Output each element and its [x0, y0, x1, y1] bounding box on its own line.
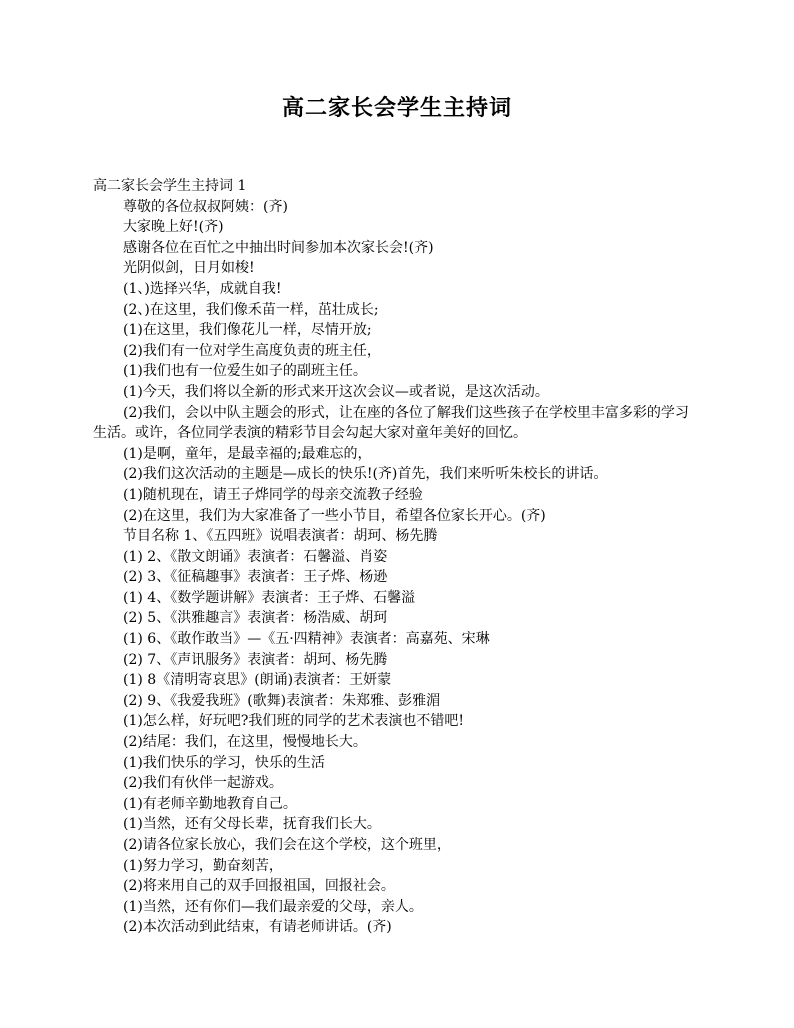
text-line: (2)将来用自己的双手回报祖国，回报社会。 [123, 878, 395, 895]
text-line: (1)随机现在，请王子烨同学的母亲交流教子经验 [123, 486, 423, 503]
text-line: (1)我们也有一位爱生如子的副班主任。 [123, 363, 367, 380]
program-item: (1) 2、《散文朗诵》表演者：石馨溢、肖姿 [123, 548, 388, 565]
program-item: (2) 5、《洪雅趣言》表演者：杨浩威、胡珂 [123, 610, 388, 627]
document-body [93, 176, 693, 938]
text-line: 大家晚上好!(齐) [123, 219, 224, 236]
text-line: (2、)在这里，我们像禾苗一样，茁壮成长; [123, 301, 379, 318]
program-item: (1) 8《清明寄哀思》(朗诵)表演者：王妍蒙 [123, 672, 392, 689]
program-item: (2) 3、《征稿趣事》表演者：王子烨、杨逊 [123, 569, 388, 586]
text-line: (2)在这里，我们为大家准备了一些小节目，希望各位家长开心。(齐) [123, 507, 546, 524]
text-line: (1)我们快乐的学习，快乐的生活 [123, 754, 325, 771]
program-item: (1) 4、《数学题讲解》表演者：王子烨、石馨溢 [123, 589, 416, 606]
text-line: (2)我们这次活动的主题是—成长的快乐!(齐)首先，我们来听听朱校长的讲话。 [123, 466, 608, 483]
document-title: 高二家长会学生主持词 [281, 95, 512, 121]
section-heading: 高二家长会学生主持词 1 [93, 178, 247, 194]
text-line: (1)当然，还有父母长辈，抚育我们长大。 [123, 816, 381, 833]
text-line: (2)结尾：我们，在这里，慢慢地长大。 [123, 734, 367, 751]
text-line: (1)在这里，我们像花儿一样，尽情开放; [123, 322, 372, 339]
program-item: (1) 6、《敢作敢当》—《五·四精神》表演者：高嘉苑、宋琳 [123, 631, 490, 648]
text-line: (1)当然，还有你们—我们最亲爱的父母，亲人。 [123, 898, 423, 915]
text-line: (1)有老师辛勤地教育自己。 [123, 795, 297, 812]
text-line: (1、)选择兴华，成就自我! [123, 280, 282, 297]
text-line: (2)本次活动到此结束，有请老师讲话。(齐) [123, 919, 392, 936]
text-line: (1)努力学习，勤奋刻苦， [123, 857, 283, 874]
text-line: (1)怎么样，好玩吧?我们班的同学的艺术表演也不错吧! [123, 713, 464, 730]
text-line: (2)请各位家长放心，我们会在这个学校，这个班里， [123, 837, 451, 853]
text-line: (2)我们有一位对学生高度负责的班主任， [123, 342, 381, 359]
text-line: (1)是啊，童年，是最幸福的;最难忘的， [123, 445, 372, 462]
text-line: 尊敬的各位叔叔阿姨：(齐) [123, 198, 288, 215]
text-line: (1)今天，我们将以全新的形式来开这次会议—或者说，是这次活动。 [123, 383, 549, 400]
program-item: (2) 7、《声讯服务》表演者：胡珂、杨先腾 [123, 651, 388, 668]
text-paragraph: (2)我们，会以中队主题会的形式，让在座的各位了解我们这些孩子在学校里丰富多彩的学习生活。或许，各位同学表演的精彩节目会勾起大家对童年美好的回忆。 [93, 404, 689, 442]
program-item: (2) 9、《我爱我班》(歌舞)表演者：朱郑雅、彭雅湄 [123, 692, 441, 709]
text-line: 感谢各位在百忙之中抽出时间参加本次家长会!(齐) [123, 239, 434, 256]
text-line: 光阴似剑，日月如梭! [123, 260, 255, 277]
text-line: (2)我们有伙伴一起游戏。 [123, 775, 283, 792]
program-list-heading: 节目名称 1、《五四班》说唱表演者：胡珂、杨先腾 [123, 528, 438, 545]
